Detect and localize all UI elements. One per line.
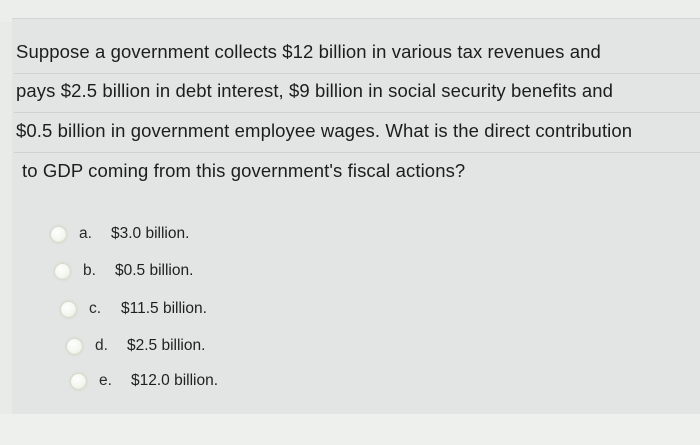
question-line-2: pays $2.5 billion in debt interest, $9 billion in social security benefits and — [16, 80, 614, 101]
option-text: $11.5 billion. — [121, 300, 207, 317]
bottom-margin — [0, 414, 700, 445]
radio-button-a[interactable] — [50, 226, 67, 243]
answer-option-b[interactable] — [54, 259, 193, 283]
question-line-3: $0.5 billion in government employee wages. What is the direct contribution — [16, 120, 633, 141]
line-divider — [14, 152, 700, 153]
answer-option-e[interactable] — [70, 369, 218, 393]
question-line-4: to GDP coming from this government's fiscal actions? — [22, 160, 466, 181]
line-divider — [14, 73, 700, 74]
option-letter: d. — [95, 337, 108, 354]
line-divider — [14, 112, 700, 113]
question-card — [12, 18, 700, 415]
radio-button-c[interactable] — [60, 301, 77, 318]
option-letter: a. — [79, 225, 92, 242]
option-text: $3.0 billion. — [111, 225, 190, 242]
option-letter: c. — [89, 300, 102, 317]
question-line-1: Suppose a government collects $12 billion in various tax revenues and — [16, 41, 601, 62]
answer-option-d[interactable] — [66, 334, 205, 358]
answer-option-c[interactable] — [60, 297, 207, 321]
option-text: $0.5 billion. — [115, 262, 194, 279]
radio-button-e[interactable] — [70, 373, 87, 390]
option-text: $2.5 billion. — [127, 337, 206, 354]
option-letter: b. — [83, 262, 96, 279]
radio-button-d[interactable] — [66, 338, 83, 355]
answer-option-a[interactable] — [50, 222, 189, 246]
option-text: $12.0 billion. — [131, 372, 219, 389]
option-letter: e. — [99, 372, 112, 389]
radio-button-b[interactable] — [54, 263, 71, 280]
